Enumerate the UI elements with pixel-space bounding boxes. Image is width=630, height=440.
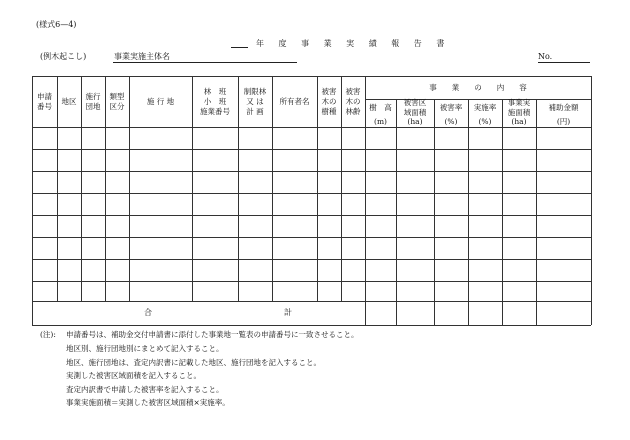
row-line <box>32 281 591 282</box>
col-line <box>434 99 435 325</box>
header-forest-compartment: 林 班 小 班 施業番号 <box>200 86 230 116</box>
unit-tree-height: (m) <box>374 117 387 126</box>
row-line <box>32 237 591 238</box>
unit-damaged-area: (ha) <box>407 117 423 126</box>
note-line: 申請番号は、補助金交付申請書に添付した事業地一覧表の申請番号に一致させること。 <box>66 330 359 339</box>
header-damaged-species: 被害 木の 樹種 <box>321 86 337 116</box>
header-bottom-line <box>32 127 591 128</box>
row-line <box>32 259 591 260</box>
number-label: No. <box>538 52 553 61</box>
header-location: 施 行 地 <box>146 96 175 106</box>
header-construction-group: 施行 団地 <box>85 91 101 111</box>
note-line: 地区、施行団地は、査定内訳書に記載した地区、施行団地を記入すること。 <box>66 358 321 367</box>
table-border-bottom <box>32 325 591 326</box>
entity-name-label: 事業実施主体名 <box>114 52 170 61</box>
unit-implementation-rate: (%) <box>478 117 492 126</box>
row-line <box>32 193 591 194</box>
example-label: (例木起こし) <box>40 52 87 61</box>
col-line <box>591 76 592 325</box>
header-tree-height: 樹 高 <box>369 103 392 112</box>
unit-damage-rate: (%) <box>444 117 458 126</box>
header-owner: 所有者名 <box>279 96 310 106</box>
year-blank-underline <box>231 47 248 48</box>
header-subsidy: 補助金額 <box>548 103 579 112</box>
col-line <box>502 99 503 325</box>
total-row-top <box>32 301 591 302</box>
header-project-area: 事業実 施面積 <box>507 98 531 117</box>
col-line <box>396 99 397 325</box>
report-title: 年 度 事 業 実 績 報 告 書 <box>256 39 451 48</box>
row-line <box>32 171 591 172</box>
header-district: 地区 <box>61 96 77 106</box>
header-implementation-rate: 実施率 <box>473 103 497 112</box>
col-line <box>468 99 469 325</box>
row-line <box>32 215 591 216</box>
header-restricted-forest: 制限林 又 は 計 画 <box>243 86 267 116</box>
header-damaged-area: 被害区 域面積 <box>403 98 427 117</box>
number-underline <box>538 62 590 63</box>
header-damaged-age: 被害 木の 林齢 <box>345 86 361 116</box>
note-line: 地区別、施行団地別にまとめて記入すること。 <box>66 344 224 353</box>
header-business-content: 事 業 の 内 容 <box>429 82 527 92</box>
note-line: 事業実施面積＝実測した被害区域面積×実施率。 <box>66 398 230 407</box>
form-format-label: (様式6—4) <box>36 20 77 29</box>
header-type-class: 類型 区分 <box>109 91 125 111</box>
unit-subsidy: (円) <box>556 117 571 126</box>
header-damage-rate: 被害率 <box>439 103 463 112</box>
col-line <box>536 99 537 325</box>
total-label-right: 計 <box>284 308 292 317</box>
entity-name-underline <box>113 62 297 63</box>
notes-prefix: (注): <box>40 330 56 339</box>
row-line <box>32 149 591 150</box>
note-line: 実測した被害区域面積を記入すること。 <box>66 371 201 380</box>
header-application-number: 申請 番号 <box>37 91 52 111</box>
total-label-left: 合 <box>144 308 152 317</box>
note-line: 査定内訳書で申請した被害率を記入すること。 <box>66 385 224 394</box>
unit-project-area: (ha) <box>511 117 527 126</box>
